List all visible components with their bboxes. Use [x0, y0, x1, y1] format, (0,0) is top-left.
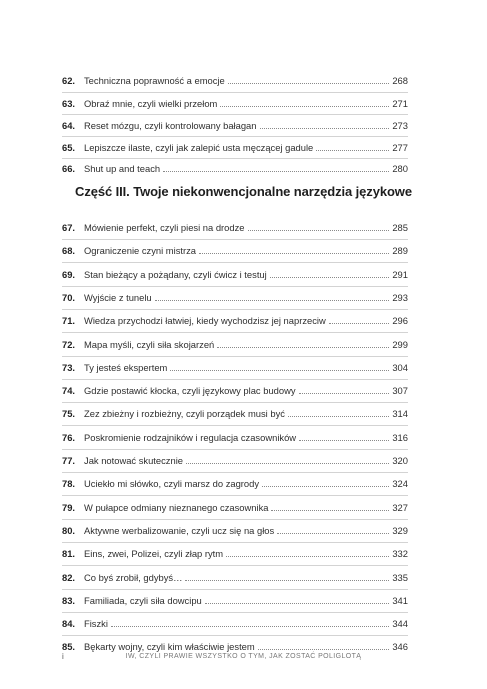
entry-number: 84. [62, 618, 76, 630]
entry-number: 81. [62, 548, 76, 560]
dot-leader [316, 149, 389, 151]
entry-title: Gdzie postawić kłocka, czyli językowy plac budowy [84, 385, 296, 397]
dot-leader [329, 322, 390, 324]
entry-title: Zez zbieżny i rozbieżny, czyli porządek musi być [84, 408, 285, 420]
entry-page: 346 [392, 641, 408, 653]
entry-page: 280 [392, 163, 408, 174]
toc-entry-83 [62, 593, 408, 607]
entry-number: 72. [62, 338, 76, 350]
entry-number: 80. [62, 524, 76, 536]
entry-page: 316 [392, 431, 408, 443]
entry-title: Wiedza przychodzi łatwiej, kiedy wychodzisz jej naprzeciw [84, 315, 326, 327]
entry-number: 78. [62, 478, 76, 490]
toc-entry-73 [62, 360, 408, 374]
entry-number: 67. [62, 222, 76, 233]
entry-title: Ty jesteś ekspertem [84, 361, 168, 373]
toc-entry-63 [62, 96, 408, 110]
row-divider [62, 519, 408, 520]
dot-leader [288, 415, 389, 417]
row-divider [62, 136, 408, 137]
toc-entry-68 [62, 243, 408, 257]
row-divider [62, 612, 408, 613]
toc-entry-81 [62, 546, 408, 560]
toc-entry-69 [62, 267, 408, 281]
entry-number: 65. [62, 142, 76, 153]
dot-leader [262, 485, 389, 487]
entry-title: Mówienie perfekt, czyli piesi na drodze [84, 222, 245, 233]
entry-page: 335 [392, 571, 408, 583]
entry-title: Lepiszcze ilaste, czyli jak zalepić usta męczącej gadule [84, 142, 314, 153]
dot-leader [199, 252, 389, 254]
toc-entry-84 [62, 616, 408, 630]
entry-title: Jak notować skutecznie [84, 455, 184, 466]
entry-title: Shut up and teach [84, 163, 161, 174]
dot-leader [260, 127, 390, 129]
dot-leader [217, 346, 389, 348]
toc-entry-71 [62, 313, 408, 327]
entry-number: 77. [62, 455, 76, 466]
entry-number: 64. [62, 120, 76, 131]
entry-page: 329 [392, 524, 408, 536]
entry-title: Mapa myśli, czyli siła skojarzeń [84, 338, 215, 350]
dot-leader [205, 602, 390, 604]
row-divider [62, 379, 408, 380]
entry-page: 332 [392, 548, 408, 560]
entry-page: 314 [392, 408, 408, 420]
dot-leader [270, 276, 390, 278]
dot-leader [163, 170, 389, 172]
row-divider [62, 495, 408, 496]
dot-leader [220, 105, 389, 107]
row-divider [62, 158, 408, 159]
dot-leader [170, 369, 389, 371]
toc-entry-66 [62, 161, 408, 175]
entry-number: 70. [62, 291, 76, 303]
entry-number: 83. [62, 594, 76, 606]
entry-page: 324 [392, 478, 408, 490]
toc-entry-79 [62, 500, 408, 514]
entry-title: Bękarty wojny, czyli kim właściwie jestem [84, 641, 255, 653]
dot-leader [299, 439, 389, 441]
dot-leader [111, 625, 389, 627]
dot-leader [185, 579, 389, 581]
entry-title: W pułapce odmiany nieznanego czasownika [84, 501, 269, 513]
entry-title: Familiada, czyli siła dowcipu [84, 594, 202, 606]
toc-entry-78 [62, 476, 408, 490]
entry-page: 304 [392, 361, 408, 373]
entry-title: Poskromienie rodzajników i regulacja czasowników [84, 431, 297, 443]
entry-page: 285 [392, 222, 408, 233]
row-divider [62, 262, 408, 263]
entry-number: 85. [62, 641, 76, 653]
entry-title: Eins, zwei, Polizei, czyli złap rytm [84, 548, 224, 560]
row-divider [62, 449, 408, 450]
dot-leader [155, 299, 390, 301]
toc-entry-75 [62, 406, 408, 420]
entry-title: Stan bieżący a pożądany, czyli ćwicz i testuj [84, 268, 267, 280]
entry-page: 268 [392, 75, 408, 86]
entry-number: 66. [62, 163, 76, 174]
entry-page: 320 [392, 455, 408, 466]
toc-entry-64 [62, 118, 408, 132]
page-number-mark: i [62, 652, 64, 661]
row-divider [62, 332, 408, 333]
row-divider [62, 356, 408, 357]
section-heading: Część III. Twoje niekonwencjonalne narzędzia językowe [75, 184, 412, 199]
row-divider [62, 425, 408, 426]
toc-entry-85 [62, 639, 408, 653]
entry-title: Co byś zrobił, gdybyś… [84, 571, 183, 583]
toc-entry-67 [62, 220, 408, 234]
toc-entry-70 [62, 290, 408, 304]
entry-page: 293 [392, 291, 408, 303]
row-divider [62, 402, 408, 403]
entry-number: 63. [62, 98, 76, 109]
entry-number: 74. [62, 385, 76, 397]
entry-number: 62. [62, 75, 76, 86]
entry-title: Reset mózgu, czyli kontrolowany bałagan [84, 120, 257, 131]
row-divider [62, 589, 408, 590]
toc-entry-65 [62, 140, 408, 154]
entry-number: 82. [62, 571, 76, 583]
row-divider [62, 309, 408, 310]
toc-entry-72 [62, 337, 408, 351]
row-divider [62, 542, 408, 543]
running-footer: IW, CZYLI PRAWIE WSZYSTKO O TYM, JAK ZOSTAĆ POLIGLOTĄ [125, 653, 362, 660]
entry-title: Fiszki [84, 618, 108, 630]
toc-entry-77 [62, 453, 408, 467]
row-divider [62, 92, 408, 93]
entry-title: Uciekło mi słówko, czyli marsz do zagrody [84, 478, 260, 490]
entry-page: 277 [392, 142, 408, 153]
toc-entry-80 [62, 523, 408, 537]
row-divider [62, 635, 408, 636]
row-divider [62, 286, 408, 287]
entry-page: 289 [392, 245, 408, 257]
entry-page: 307 [392, 385, 408, 397]
dot-leader [226, 555, 389, 557]
dot-leader [248, 229, 390, 231]
row-divider [62, 239, 408, 240]
dot-leader [271, 509, 389, 511]
entry-number: 75. [62, 408, 76, 420]
toc-entry-74 [62, 383, 408, 397]
entry-title: Techniczna poprawność a emocje [84, 75, 225, 86]
toc-entry-82 [62, 570, 408, 584]
entry-number: 68. [62, 245, 76, 257]
entry-page: 299 [392, 338, 408, 350]
toc-entry-62 [62, 73, 408, 87]
entry-page: 327 [392, 501, 408, 513]
entry-title: Aktywne werbalizowanie, czyli ucz się na głos [84, 524, 275, 536]
entry-number: 79. [62, 501, 76, 513]
dot-leader [299, 392, 390, 394]
toc-entry-76 [62, 430, 408, 444]
dot-leader [228, 82, 390, 84]
dot-leader [258, 648, 390, 650]
entry-page: 273 [392, 120, 408, 131]
entry-title: Obraź mnie, czyli wielki przełom [84, 98, 218, 109]
entry-page: 341 [392, 594, 408, 606]
entry-page: 296 [392, 315, 408, 327]
entry-page: 291 [392, 268, 408, 280]
entry-number: 71. [62, 315, 76, 327]
entry-page: 344 [392, 618, 408, 630]
dot-leader [186, 462, 389, 464]
row-divider [62, 472, 408, 473]
row-divider [62, 565, 408, 566]
entry-number: 69. [62, 268, 76, 280]
entry-title: Ograniczenie czyni mistrza [84, 245, 197, 257]
entry-number: 76. [62, 431, 76, 443]
entry-title: Wyjście z tunelu [84, 291, 152, 303]
row-divider [62, 114, 408, 115]
dot-leader [277, 532, 389, 534]
entry-page: 271 [392, 98, 408, 109]
entry-number: 73. [62, 361, 76, 373]
